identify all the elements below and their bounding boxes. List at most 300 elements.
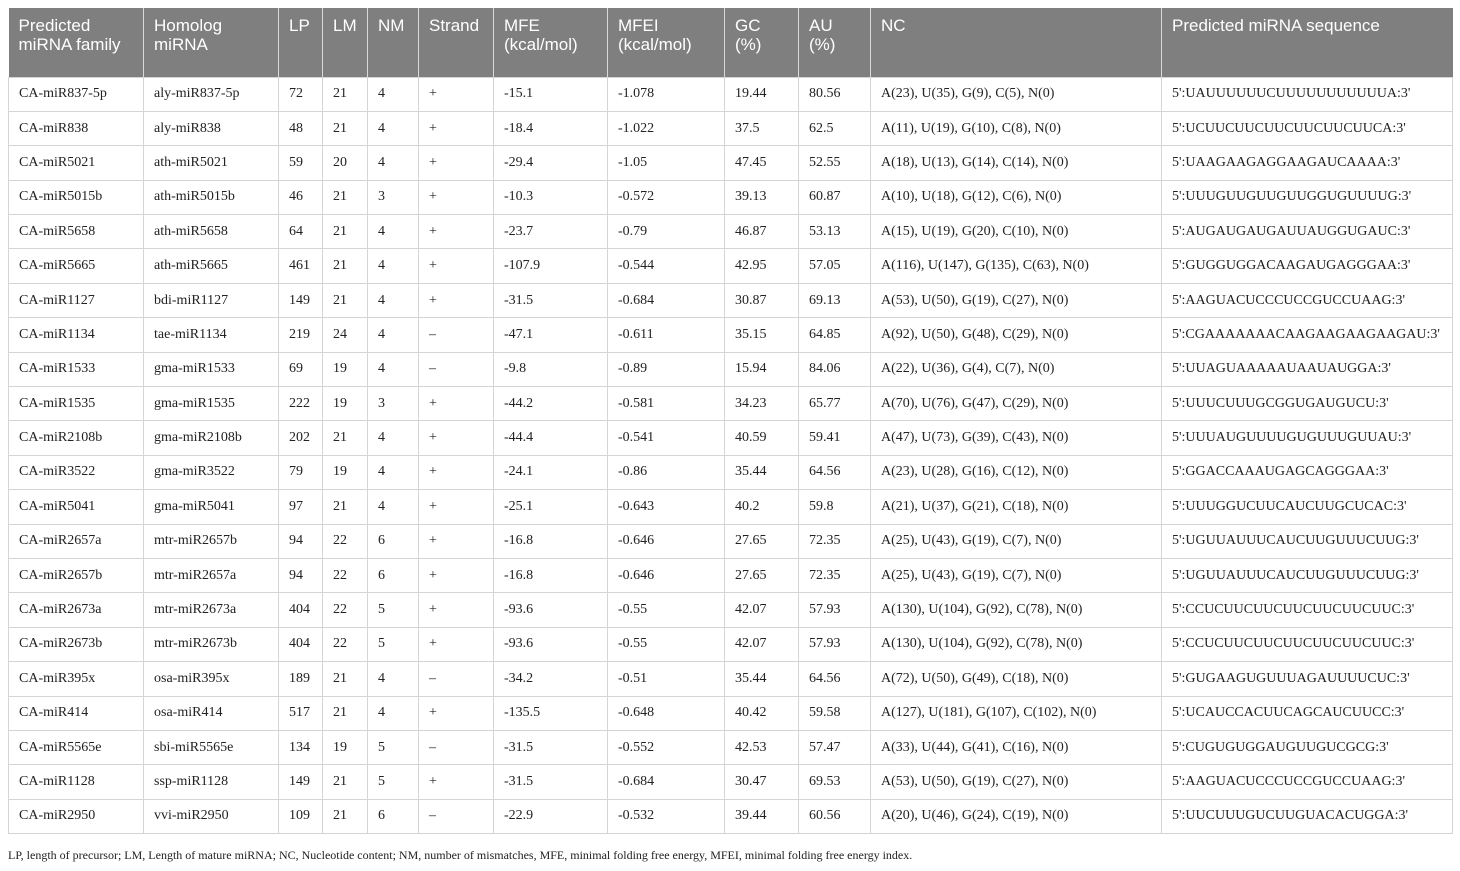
cell-lp: 97 (279, 490, 323, 524)
cell-lp: 59 (279, 146, 323, 180)
cell-lp: 109 (279, 799, 323, 833)
cell-sequence: 5':UUUAUGUUUUGUGUUUGUUAU:3' (1162, 421, 1453, 455)
cell-family: CA-miR5021 (9, 146, 144, 180)
cell-homolog: mtr-miR2673a (144, 593, 279, 627)
cell-lp: 202 (279, 421, 323, 455)
cell-strand: + (419, 387, 494, 421)
cell-strand: – (419, 352, 494, 386)
cell-sequence: 5':AAGUACUCCCUCCGUCCUAAG:3' (1162, 283, 1453, 317)
table-row (9, 146, 1453, 180)
cell-sequence: 5':UCUUCUUCUUCUUCUUCUUCA:3' (1162, 111, 1453, 145)
cell-lm: 21 (323, 180, 368, 214)
cell-nc: A(20), U(46), G(24), C(19), N(0) (871, 799, 1162, 833)
table-row (9, 249, 1453, 283)
cell-mfe: -9.8 (494, 352, 608, 386)
cell-strand: – (419, 799, 494, 833)
cell-lm: 21 (323, 215, 368, 249)
cell-au: 52.55 (799, 146, 871, 180)
cell-gc: 42.07 (725, 627, 799, 661)
cell-lm: 21 (323, 77, 368, 111)
cell-nc: A(53), U(50), G(19), C(27), N(0) (871, 765, 1162, 799)
table-row (9, 524, 1453, 558)
cell-au: 64.56 (799, 455, 871, 489)
cell-sequence: 5':UUAGUAAAAAUAAUAUGGA:3' (1162, 352, 1453, 386)
header-predicted-sequence: Predicted miRNA sequence (1162, 8, 1453, 77)
cell-nc: A(127), U(181), G(107), C(102), N(0) (871, 696, 1162, 730)
header-nc: NC (871, 8, 1162, 77)
cell-family: CA-miR2657a (9, 524, 144, 558)
cell-mfei: -0.684 (608, 283, 725, 317)
table-header-row (9, 8, 1453, 77)
cell-nm: 6 (368, 524, 419, 558)
cell-gc: 42.07 (725, 593, 799, 627)
cell-gc: 39.44 (725, 799, 799, 833)
cell-nm: 4 (368, 490, 419, 524)
cell-mfei: -0.646 (608, 524, 725, 558)
cell-lm: 21 (323, 421, 368, 455)
cell-lp: 46 (279, 180, 323, 214)
cell-strand: + (419, 627, 494, 661)
cell-mfei: -0.55 (608, 627, 725, 661)
cell-au: 60.87 (799, 180, 871, 214)
cell-lp: 461 (279, 249, 323, 283)
cell-mfei: -0.89 (608, 352, 725, 386)
cell-lm: 21 (323, 662, 368, 696)
cell-nc: A(23), U(35), G(9), C(5), N(0) (871, 77, 1162, 111)
table-row (9, 77, 1453, 111)
cell-au: 59.41 (799, 421, 871, 455)
cell-sequence: 5':UUCUUUGUCUUGUACACUGGA:3' (1162, 799, 1453, 833)
cell-nm: 4 (368, 662, 419, 696)
cell-lp: 404 (279, 627, 323, 661)
cell-nc: A(53), U(50), G(19), C(27), N(0) (871, 283, 1162, 317)
cell-mfe: -47.1 (494, 318, 608, 352)
cell-homolog: ssp-miR1128 (144, 765, 279, 799)
header-mfe: MFE (kcal/mol) (494, 8, 608, 77)
cell-mfe: -44.2 (494, 387, 608, 421)
cell-mfei: -0.611 (608, 318, 725, 352)
cell-strand: + (419, 283, 494, 317)
cell-lm: 19 (323, 352, 368, 386)
cell-mfei: -0.552 (608, 730, 725, 764)
cell-nm: 4 (368, 318, 419, 352)
cell-family: CA-miR5665 (9, 249, 144, 283)
header-predicted-mirna-family: Predicted miRNA family (9, 8, 144, 77)
cell-sequence: 5':AUGAUGAUGAUUAUGGUGAUC:3' (1162, 215, 1453, 249)
cell-nm: 4 (368, 77, 419, 111)
cell-mfei: -0.55 (608, 593, 725, 627)
table-row (9, 696, 1453, 730)
cell-family: CA-miR5015b (9, 180, 144, 214)
cell-nm: 4 (368, 146, 419, 180)
cell-au: 57.93 (799, 627, 871, 661)
cell-mfe: -31.5 (494, 283, 608, 317)
cell-homolog: tae-miR1134 (144, 318, 279, 352)
cell-mfei: -0.643 (608, 490, 725, 524)
cell-lm: 21 (323, 111, 368, 145)
table-row (9, 352, 1453, 386)
cell-lp: 48 (279, 111, 323, 145)
cell-sequence: 5':CCUCUUCUUCUUCUUCUUCUUC:3' (1162, 627, 1453, 661)
table-row (9, 627, 1453, 661)
cell-gc: 40.42 (725, 696, 799, 730)
cell-strand: – (419, 662, 494, 696)
cell-gc: 27.65 (725, 524, 799, 558)
cell-homolog: sbi-miR5565e (144, 730, 279, 764)
cell-family: CA-miR2950 (9, 799, 144, 833)
cell-strand: + (419, 215, 494, 249)
cell-lp: 134 (279, 730, 323, 764)
cell-au: 64.85 (799, 318, 871, 352)
cell-family: CA-miR1535 (9, 387, 144, 421)
cell-mfei: -0.544 (608, 249, 725, 283)
cell-nc: A(70), U(76), G(47), C(29), N(0) (871, 387, 1162, 421)
cell-lm: 21 (323, 799, 368, 833)
header-mfei: MFEI (kcal/mol) (608, 8, 725, 77)
cell-nc: A(130), U(104), G(92), C(78), N(0) (871, 593, 1162, 627)
cell-homolog: aly-miR838 (144, 111, 279, 145)
cell-family: CA-miR414 (9, 696, 144, 730)
cell-mfe: -93.6 (494, 593, 608, 627)
cell-lm: 22 (323, 524, 368, 558)
cell-homolog: mtr-miR2657a (144, 558, 279, 592)
cell-gc: 30.47 (725, 765, 799, 799)
cell-gc: 47.45 (725, 146, 799, 180)
cell-mfei: -0.684 (608, 765, 725, 799)
cell-strand: + (419, 421, 494, 455)
cell-nc: A(18), U(13), G(14), C(14), N(0) (871, 146, 1162, 180)
cell-au: 69.13 (799, 283, 871, 317)
cell-nc: A(116), U(147), G(135), C(63), N(0) (871, 249, 1162, 283)
cell-nm: 4 (368, 455, 419, 489)
cell-sequence: 5':GGACCAAAUGAGCAGGGAA:3' (1162, 455, 1453, 489)
cell-homolog: bdi-miR1127 (144, 283, 279, 317)
cell-mfei: -1.078 (608, 77, 725, 111)
cell-mfe: -135.5 (494, 696, 608, 730)
cell-mfe: -93.6 (494, 627, 608, 661)
table-row (9, 421, 1453, 455)
cell-lp: 149 (279, 283, 323, 317)
cell-nm: 5 (368, 765, 419, 799)
cell-lm: 21 (323, 249, 368, 283)
cell-mfe: -23.7 (494, 215, 608, 249)
cell-lp: 64 (279, 215, 323, 249)
cell-gc: 30.87 (725, 283, 799, 317)
cell-family: CA-miR837-5p (9, 77, 144, 111)
header-nm: NM (368, 8, 419, 77)
cell-mfei: -0.581 (608, 387, 725, 421)
cell-nm: 6 (368, 799, 419, 833)
cell-lp: 72 (279, 77, 323, 111)
cell-homolog: mtr-miR2657b (144, 524, 279, 558)
cell-lm: 22 (323, 627, 368, 661)
cell-lm: 20 (323, 146, 368, 180)
cell-au: 60.56 (799, 799, 871, 833)
cell-au: 72.35 (799, 558, 871, 592)
cell-homolog: gma-miR5041 (144, 490, 279, 524)
cell-sequence: 5':UCAUCCACUUCAGCAUCUUCC:3' (1162, 696, 1453, 730)
cell-family: CA-miR2108b (9, 421, 144, 455)
cell-mfe: -29.4 (494, 146, 608, 180)
table-row (9, 180, 1453, 214)
cell-nm: 4 (368, 421, 419, 455)
cell-nc: A(25), U(43), G(19), C(7), N(0) (871, 524, 1162, 558)
cell-gc: 37.5 (725, 111, 799, 145)
cell-lp: 222 (279, 387, 323, 421)
cell-homolog: aly-miR837-5p (144, 77, 279, 111)
cell-nm: 4 (368, 696, 419, 730)
cell-family: CA-miR5658 (9, 215, 144, 249)
cell-lp: 189 (279, 662, 323, 696)
cell-lp: 79 (279, 455, 323, 489)
cell-gc: 15.94 (725, 352, 799, 386)
cell-lp: 517 (279, 696, 323, 730)
cell-strand: + (419, 180, 494, 214)
cell-nm: 5 (368, 627, 419, 661)
cell-sequence: 5':GUGAAGUGUUUAGAUUUUCUC:3' (1162, 662, 1453, 696)
cell-family: CA-miR2673b (9, 627, 144, 661)
cell-family: CA-miR395x (9, 662, 144, 696)
cell-strand: + (419, 146, 494, 180)
cell-au: 69.53 (799, 765, 871, 799)
cell-mfei: -0.532 (608, 799, 725, 833)
cell-lm: 21 (323, 283, 368, 317)
header-au: AU (%) (799, 8, 871, 77)
cell-au: 57.93 (799, 593, 871, 627)
cell-mfei: -0.86 (608, 455, 725, 489)
cell-nm: 5 (368, 593, 419, 627)
cell-sequence: 5':UUUGUUGUUGUUGGUGUUUUG:3' (1162, 180, 1453, 214)
cell-strand: – (419, 318, 494, 352)
cell-sequence: 5':UAAGAAGAGGAAGAUCAAAA:3' (1162, 146, 1453, 180)
cell-strand: + (419, 524, 494, 558)
cell-mfei: -0.51 (608, 662, 725, 696)
cell-family: CA-miR838 (9, 111, 144, 145)
cell-homolog: ath-miR5015b (144, 180, 279, 214)
cell-homolog: mtr-miR2673b (144, 627, 279, 661)
cell-lp: 219 (279, 318, 323, 352)
cell-homolog: ath-miR5658 (144, 215, 279, 249)
cell-gc: 35.44 (725, 662, 799, 696)
cell-mfe: -15.1 (494, 77, 608, 111)
cell-family: CA-miR1127 (9, 283, 144, 317)
cell-homolog: osa-miR414 (144, 696, 279, 730)
cell-mfei: -0.648 (608, 696, 725, 730)
cell-sequence: 5':UGUUAUUUCAUCUUGUUUCUUG:3' (1162, 524, 1453, 558)
cell-mfe: -18.4 (494, 111, 608, 145)
cell-mfe: -31.5 (494, 765, 608, 799)
cell-nm: 4 (368, 111, 419, 145)
table-row (9, 318, 1453, 352)
cell-au: 72.35 (799, 524, 871, 558)
cell-lm: 22 (323, 593, 368, 627)
cell-family: CA-miR2673a (9, 593, 144, 627)
cell-sequence: 5':CUGUGUGGAUGUUGUCGCG:3' (1162, 730, 1453, 764)
cell-mfe: -10.3 (494, 180, 608, 214)
cell-gc: 39.13 (725, 180, 799, 214)
cell-mfe: -34.2 (494, 662, 608, 696)
cell-sequence: 5':UUUGGUCUUCAUCUUGCUCAC:3' (1162, 490, 1453, 524)
cell-lp: 94 (279, 558, 323, 592)
cell-lp: 94 (279, 524, 323, 558)
cell-sequence: 5':UUUCUUUGCGGUGAUGUCU:3' (1162, 387, 1453, 421)
cell-strand: + (419, 77, 494, 111)
cell-lm: 22 (323, 558, 368, 592)
mirna-table-container (8, 8, 1452, 834)
cell-gc: 35.44 (725, 455, 799, 489)
cell-mfe: -16.8 (494, 558, 608, 592)
cell-au: 59.8 (799, 490, 871, 524)
cell-nc: A(15), U(19), G(20), C(10), N(0) (871, 215, 1162, 249)
cell-au: 62.5 (799, 111, 871, 145)
cell-au: 84.06 (799, 352, 871, 386)
cell-strand: + (419, 249, 494, 283)
cell-family: CA-miR1134 (9, 318, 144, 352)
cell-nc: A(92), U(50), G(48), C(29), N(0) (871, 318, 1162, 352)
cell-mfei: -0.646 (608, 558, 725, 592)
cell-nm: 3 (368, 180, 419, 214)
cell-mfe: -25.1 (494, 490, 608, 524)
cell-strand: + (419, 593, 494, 627)
table-row (9, 799, 1453, 833)
cell-nc: A(22), U(36), G(4), C(7), N(0) (871, 352, 1162, 386)
table-row (9, 765, 1453, 799)
cell-strand: + (419, 765, 494, 799)
cell-au: 57.47 (799, 730, 871, 764)
cell-au: 57.05 (799, 249, 871, 283)
cell-nc: A(23), U(28), G(16), C(12), N(0) (871, 455, 1162, 489)
cell-mfe: -22.9 (494, 799, 608, 833)
cell-lm: 21 (323, 696, 368, 730)
cell-family: CA-miR5041 (9, 490, 144, 524)
cell-homolog: ath-miR5665 (144, 249, 279, 283)
table-footnote: LP, length of precursor; LM, Length of mature miRNA; NC, Nucleotide content; NM, number of mismatches, MFE, minimal folding free energy, MFEI, minimal folding free energy index. (8, 848, 913, 862)
table-row (9, 662, 1453, 696)
cell-au: 53.13 (799, 215, 871, 249)
header-homolog-mirna: Homolog miRNA (144, 8, 279, 77)
table-row (9, 387, 1453, 421)
cell-lp: 404 (279, 593, 323, 627)
cell-lm: 19 (323, 730, 368, 764)
cell-lm: 21 (323, 490, 368, 524)
cell-family: CA-miR5565e (9, 730, 144, 764)
cell-mfe: -31.5 (494, 730, 608, 764)
cell-mfei: -1.022 (608, 111, 725, 145)
header-gc: GC (%) (725, 8, 799, 77)
cell-mfe: -16.8 (494, 524, 608, 558)
cell-strand: + (419, 696, 494, 730)
header-lp: LP (279, 8, 323, 77)
cell-sequence: 5':CGAAAAAAACAAGAAGAAGAAGAU:3' (1162, 318, 1453, 352)
cell-mfei: -0.541 (608, 421, 725, 455)
cell-gc: 19.44 (725, 77, 799, 111)
cell-nm: 4 (368, 352, 419, 386)
cell-gc: 42.95 (725, 249, 799, 283)
cell-gc: 40.59 (725, 421, 799, 455)
table-row (9, 558, 1453, 592)
cell-nc: A(33), U(44), G(41), C(16), N(0) (871, 730, 1162, 764)
cell-homolog: ath-miR5021 (144, 146, 279, 180)
cell-lm: 24 (323, 318, 368, 352)
table-row (9, 490, 1453, 524)
cell-family: CA-miR1533 (9, 352, 144, 386)
table-row (9, 730, 1453, 764)
cell-lm: 19 (323, 455, 368, 489)
cell-gc: 27.65 (725, 558, 799, 592)
header-lm: LM (323, 8, 368, 77)
cell-gc: 40.2 (725, 490, 799, 524)
cell-nc: A(130), U(104), G(92), C(78), N(0) (871, 627, 1162, 661)
cell-family: CA-miR3522 (9, 455, 144, 489)
cell-nc: A(47), U(73), G(39), C(43), N(0) (871, 421, 1162, 455)
table-row (9, 215, 1453, 249)
cell-homolog: gma-miR1533 (144, 352, 279, 386)
cell-homolog: gma-miR3522 (144, 455, 279, 489)
cell-sequence: 5':UAUUUUUUCUUUUUUUUUUUA:3' (1162, 77, 1453, 111)
cell-lm: 19 (323, 387, 368, 421)
cell-sequence: 5':GUGGUGGACAAGAUGAGGGAA:3' (1162, 249, 1453, 283)
cell-mfei: -0.79 (608, 215, 725, 249)
cell-homolog: osa-miR395x (144, 662, 279, 696)
cell-gc: 42.53 (725, 730, 799, 764)
header-strand: Strand (419, 8, 494, 77)
cell-sequence: 5':AAGUACUCCCUCCGUCCUAAG:3' (1162, 765, 1453, 799)
cell-gc: 34.23 (725, 387, 799, 421)
mirna-table (8, 8, 1453, 834)
cell-strand: + (419, 111, 494, 145)
cell-lp: 149 (279, 765, 323, 799)
cell-nm: 3 (368, 387, 419, 421)
cell-mfei: -1.05 (608, 146, 725, 180)
cell-nc: A(72), U(50), G(49), C(18), N(0) (871, 662, 1162, 696)
cell-lm: 21 (323, 765, 368, 799)
cell-homolog: gma-miR1535 (144, 387, 279, 421)
cell-nm: 5 (368, 730, 419, 764)
cell-mfe: -107.9 (494, 249, 608, 283)
table-row (9, 593, 1453, 627)
cell-homolog: gma-miR2108b (144, 421, 279, 455)
cell-gc: 46.87 (725, 215, 799, 249)
table-row (9, 111, 1453, 145)
cell-strand: + (419, 455, 494, 489)
cell-strand: + (419, 490, 494, 524)
table-row (9, 455, 1453, 489)
cell-sequence: 5':UGUUAUUUCAUCUUGUUUCUUG:3' (1162, 558, 1453, 592)
table-body (9, 77, 1453, 834)
cell-family: CA-miR1128 (9, 765, 144, 799)
cell-nc: A(25), U(43), G(19), C(7), N(0) (871, 558, 1162, 592)
cell-homolog: vvi-miR2950 (144, 799, 279, 833)
cell-au: 65.77 (799, 387, 871, 421)
cell-sequence: 5':CCUCUUCUUCUUCUUCUUCUUC:3' (1162, 593, 1453, 627)
cell-au: 59.58 (799, 696, 871, 730)
cell-nm: 6 (368, 558, 419, 592)
cell-family: CA-miR2657b (9, 558, 144, 592)
cell-strand: – (419, 730, 494, 764)
cell-mfei: -0.572 (608, 180, 725, 214)
cell-au: 64.56 (799, 662, 871, 696)
cell-gc: 35.15 (725, 318, 799, 352)
cell-mfe: -24.1 (494, 455, 608, 489)
cell-lp: 69 (279, 352, 323, 386)
cell-nm: 4 (368, 249, 419, 283)
cell-nc: A(21), U(37), G(21), C(18), N(0) (871, 490, 1162, 524)
cell-mfe: -44.4 (494, 421, 608, 455)
cell-strand: + (419, 558, 494, 592)
cell-au: 80.56 (799, 77, 871, 111)
cell-nm: 4 (368, 283, 419, 317)
table-row (9, 283, 1453, 317)
